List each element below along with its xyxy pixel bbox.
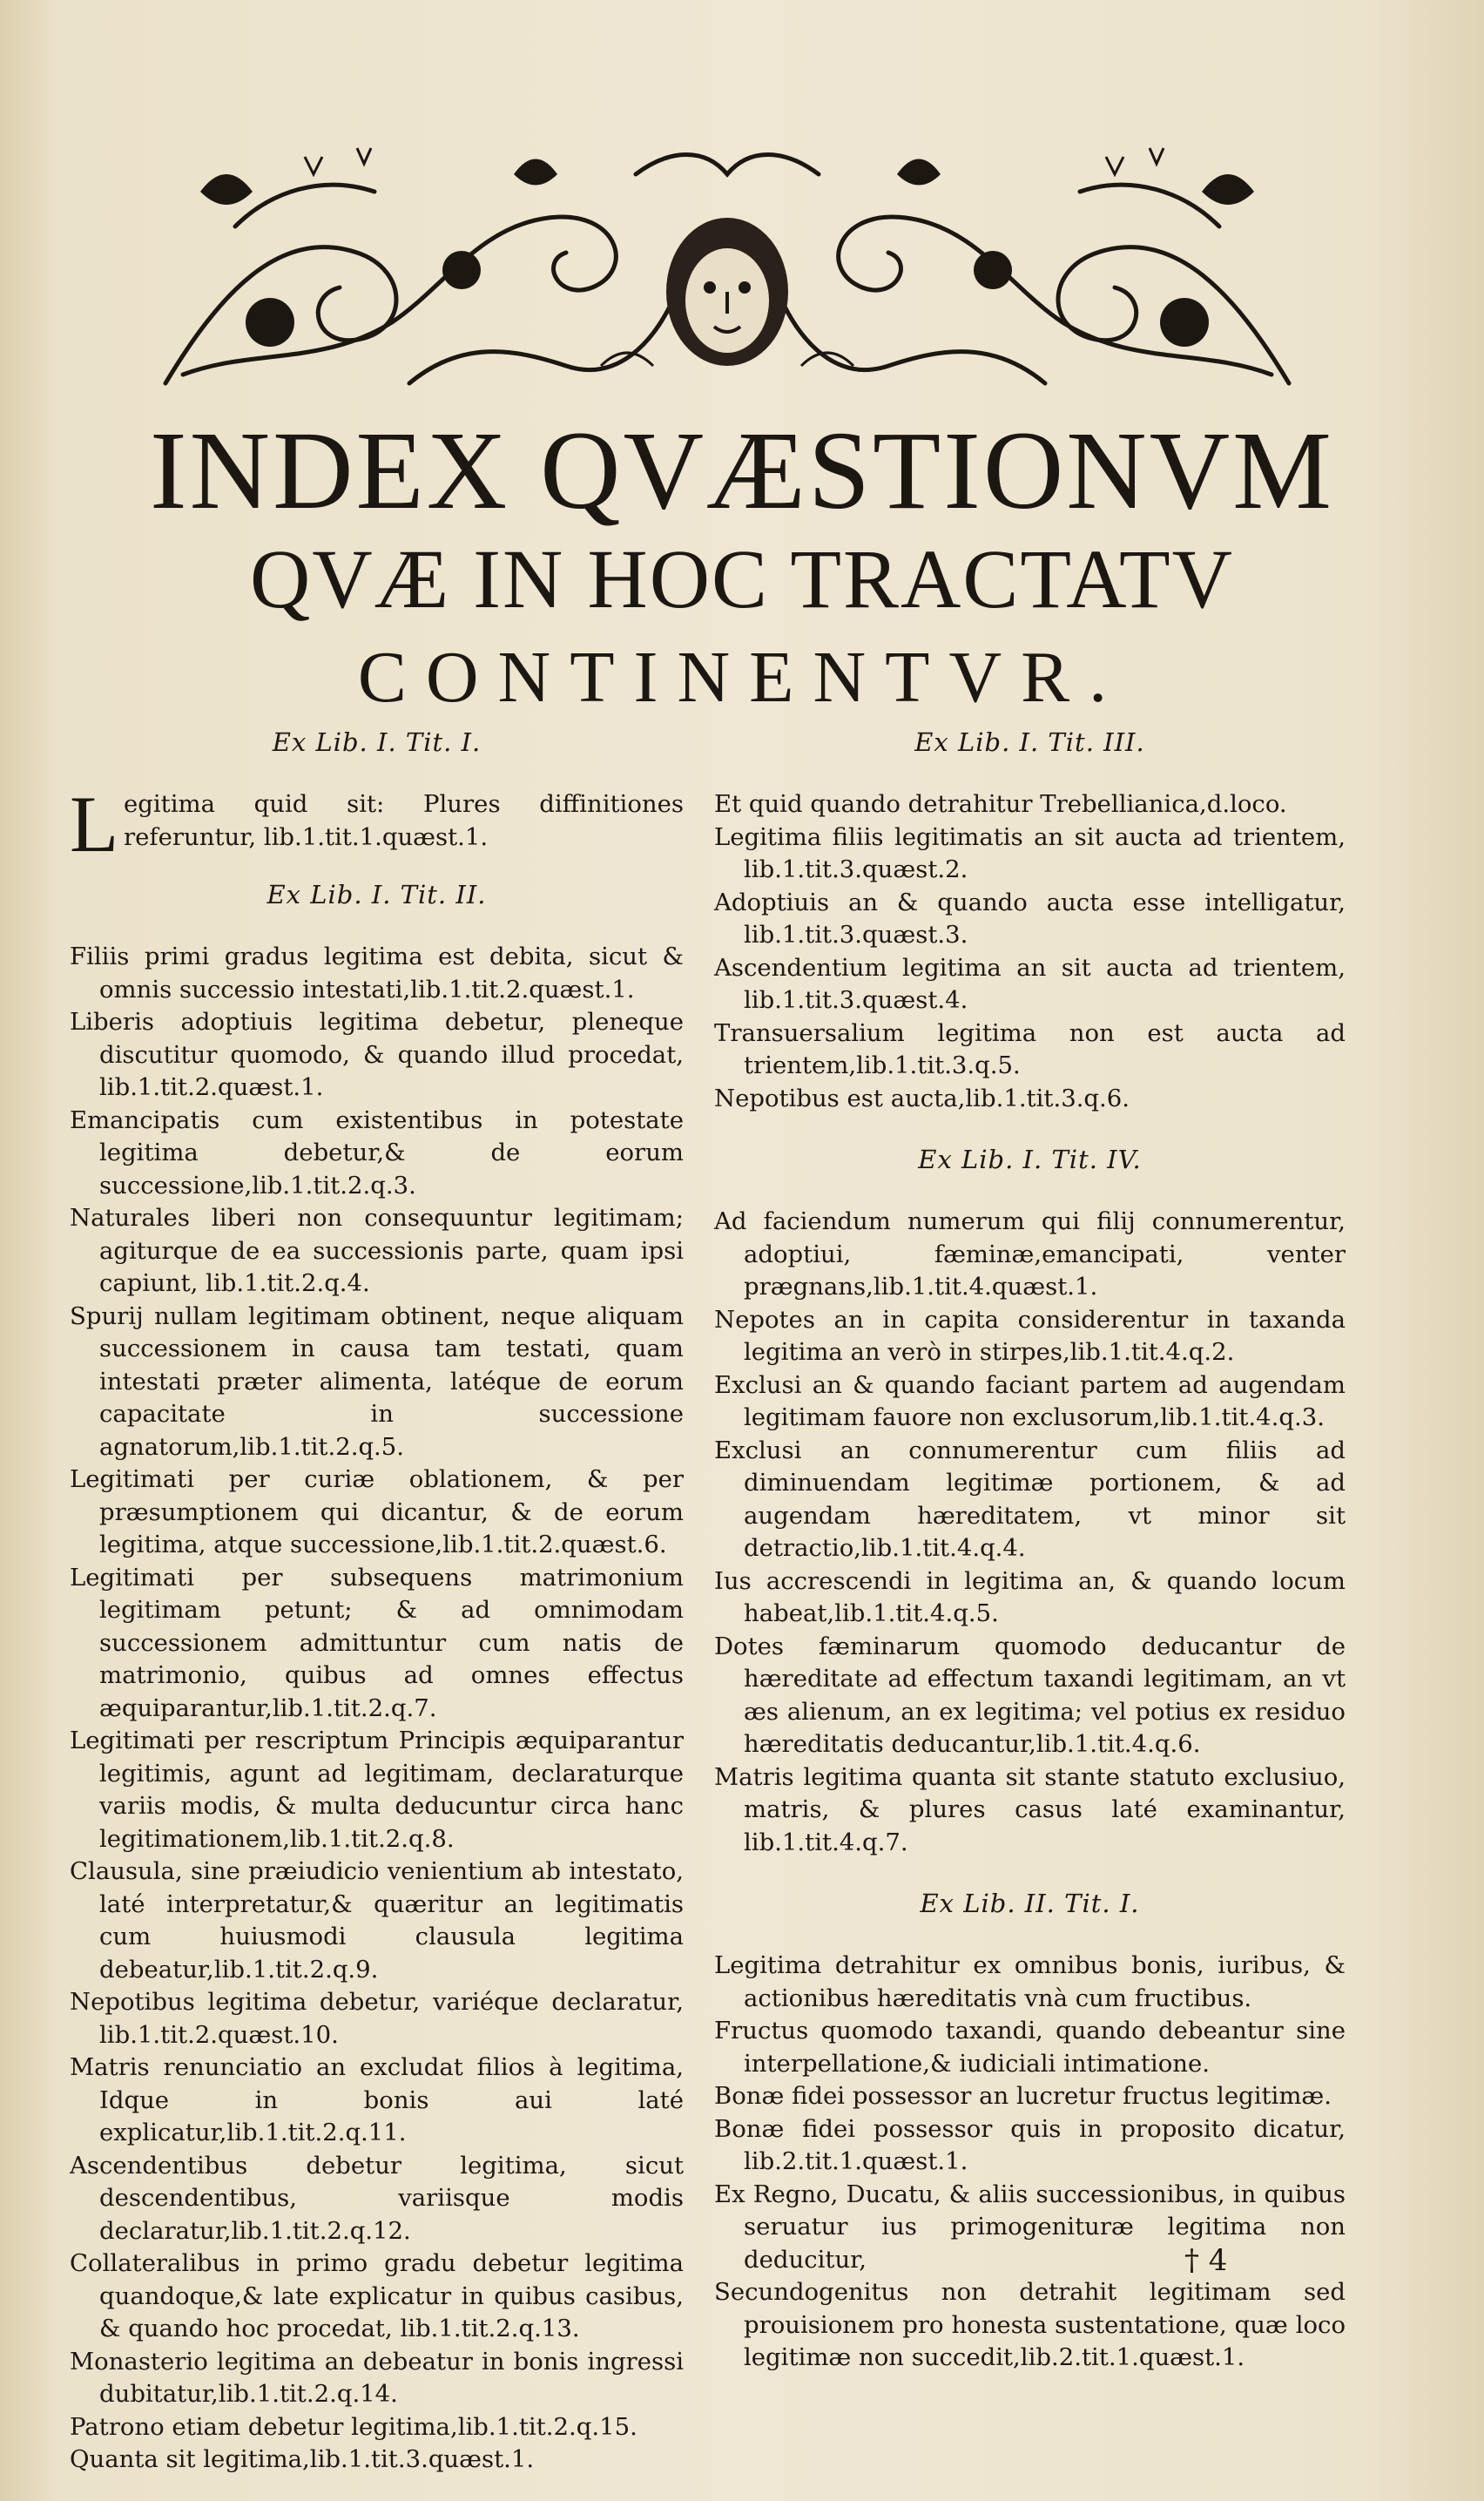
index-entry: Patrono etiam debetur legitima,lib.1.tit.2.q.15. xyxy=(70,2412,637,2441)
title-line-2: QVÆ IN HOC TRACTATV xyxy=(250,532,1234,625)
index-entry: Matris legitima quanta sit stante statuto exclusiuo, matris, & plures casus laté examinantur, lib.1.tit.4.q.7. xyxy=(714,1762,1346,1856)
index-entry: Legitima detrahitur ex omnibus bonis, iuribus, & actionibus hæreditatis vnà cum fructibus. xyxy=(714,1951,1346,2012)
entry-text: egitima quid sit: Plures diffinitiones referuntur, lib.1.tit.1.quæst.1. xyxy=(124,790,684,851)
spacer xyxy=(714,1859,1346,1889)
index-entry: Fructus quomodo taxandi, quando debeantur sine interpellatione,& iudiciali intimatione. xyxy=(714,2017,1346,2078)
index-entry: Liberis adoptiuis legitima debetur, pleneque discutitur quomodo, & quando illud procedat, lib.1.tit.2.quæst.1. xyxy=(70,1008,684,1101)
section-heading: Ex Lib. I. Tit. IV. xyxy=(918,1145,1142,1174)
ornamental-headpiece xyxy=(148,122,1306,396)
signature-mark: † 4 xyxy=(1184,2243,1228,2278)
drop-cap: L xyxy=(70,780,119,869)
index-entry: Ius accrescendi in legitima an, & quando locum habeat,lib.1.tit.4.q.5. xyxy=(714,1566,1346,1627)
index-entry: Exclusi an connumerentur cum filiis ad diminuendam legitimæ portionem, & ad augendam hæreditatem, vt minor sit detractio,lib.1.tit.4.q.4. xyxy=(714,1436,1346,1562)
index-entry: Nepotibus legitima debetur, variéque declaratur, lib.1.tit.2.quæst.10. xyxy=(70,1988,684,2049)
index-entry: Collateralibus in primo gradu debetur legitima quandoque,& late explicatur in quibus casibus, & quando hoc procedat, lib.1.tit.2.q.13. xyxy=(70,2249,684,2342)
index-entry: Ad faciendum numerum qui filij connumerentur, adoptiui, fæminæ,emancipati, venter prægnans,lib.1.tit.4.quæst.1. xyxy=(714,1207,1346,1301)
index-entry xyxy=(70,780,684,869)
index-entry: Transuersalium legitima non est aucta ad trientem,lib.1.tit.3.q.5. xyxy=(714,1018,1346,1079)
title-line-3: CONTINENTVR. xyxy=(357,637,1127,718)
left-column xyxy=(70,727,684,2477)
index-entry: Naturales liberi non consequuntur legitimam; agiturque de ea successionis parte, quam ipsi capiunt, lib.1.tit.2.q.4. xyxy=(70,1204,684,1297)
title-line-1: INDEX QVÆSTIONVM xyxy=(150,409,1334,532)
index-entry: Legitimati per subsequens matrimonium legitimam petunt; & ad omnimodam successionem admittuntur cum natis de matrimonio, quibus ad omnes effectus æquiparantur,lib.1.tit.2.q.7. xyxy=(70,1563,684,1722)
index-entry: Legitima filiis legitimatis an sit aucta ad trientem, lib.1.tit.3.quæst.2. xyxy=(714,822,1346,883)
section-heading: Ex Lib. I. Tit. II. xyxy=(266,880,487,909)
index-entry: Monasterio legitima an debeatur in bonis ingressi dubitatur,lib.1.tit.2.q.14. xyxy=(70,2347,684,2408)
index-entry: Nepotibus est aucta,lib.1.tit.3.q.6. xyxy=(714,1084,1130,1112)
index-entry: Clausula, sine præiudicio venientium ab intestato, laté interpretatur,& quæritur an legitimatis cum huiusmodi clausula legitima debeatur,lib.1.tit.2.q.9. xyxy=(70,1857,684,1984)
spacer xyxy=(714,1115,1346,1145)
section-heading: Ex Lib. I. Tit. III. xyxy=(914,727,1145,757)
index-entry: Quanta sit legitima,lib.1.tit.3.quæst.1. xyxy=(70,2445,535,2473)
index-entry: Filiis primi gradus legitima est debita, sicut & omnis successio intestati,lib.1.tit.2.quæst.1. xyxy=(70,943,684,1004)
index-entry: Bonæ fidei possessor an lucretur fructus legitimæ. xyxy=(714,2082,1332,2110)
index-entry: Legitimati per curiæ oblationem, & per præsumptionem qui dicantur, & de eorum legitima, atque successione,lib.1.tit.2.quæst.6. xyxy=(70,1465,684,1558)
index-entry: Ex Regno, Ducatu, & aliis successionibus, in quibus seruatur ius primogenituræ legitima non deducitur, xyxy=(714,2180,1346,2274)
index-entry: Ascendentibus debetur legitima, sicut descendentibus, variisque modis declaratur,lib.1.tit.2.q.12. xyxy=(70,2151,684,2245)
index-entry: Emancipatis cum existentibus in potestate legitima debetur,& de eorum successione,lib.1.tit.2.q.3. xyxy=(70,1105,684,1200)
index-entry: Et quid quando detrahitur Trebellianica,d.loco. xyxy=(714,790,1287,818)
section-heading: Ex Lib. II. Tit. I. xyxy=(920,1889,1140,1918)
index-entry: Spurij nullam legitimam obtinent, neque aliquam successionem in causa tam testati, quam intestati præter alimenta, latéque de eorum capacitate in successione agnatorum,lib.1.tit.2.q.5. xyxy=(70,1301,684,1461)
index-entry: Secundogenitus non detrahit legitimam sed prouisionem pro honesta sustentatione, quæ loco legitimæ non succedit,lib.2.tit.1.quæst.1. xyxy=(714,2278,1346,2371)
section-heading: Ex Lib. I. Tit. I. xyxy=(272,727,482,757)
index-entry: Bonæ fidei possessor quis in proposito dicatur, lib.2.tit.1.quæst.1. xyxy=(714,2114,1346,2175)
index-entry: Exclusi an & quando faciant partem ad augendam legitimam fauore non exclusorum,lib.1.tit.4.q.3. xyxy=(714,1370,1346,1431)
right-column xyxy=(714,727,1346,2375)
index-entry: Nepotes an in capita considerentur in taxanda legitima an verò in stirpes,lib.1.tit.4.q.2. xyxy=(714,1305,1346,1366)
index-entry: Legitimati per rescriptum Principis æquiparantur legitimis, agunt ad legitimam, declaraturque variis modis, & multa deducuntur circa hanc legitimationem,lib.1.tit.2.q.8. xyxy=(70,1727,684,1853)
index-entry: Adoptiuis an & quando aucta esse intelligatur, lib.1.tit.3.quæst.3. xyxy=(714,888,1346,949)
index-entry: Dotes fæminarum quomodo deducantur de hæreditate ad effectum taxandi legitimam, an vt æs alienum, an ex legitima; vel potius ex residuo hæreditatis deducantur,lib.1.tit.4.q.6. xyxy=(714,1632,1346,1758)
index-entry: Ascendentium legitima an sit aucta ad trientem, lib.1.tit.3.quæst.4. xyxy=(714,953,1346,1014)
index-entry: Matris renunciatio an excludat filios à legitima, Idque in bonis aui laté explicatur,lib.1.tit.2.q.11. xyxy=(70,2053,684,2146)
